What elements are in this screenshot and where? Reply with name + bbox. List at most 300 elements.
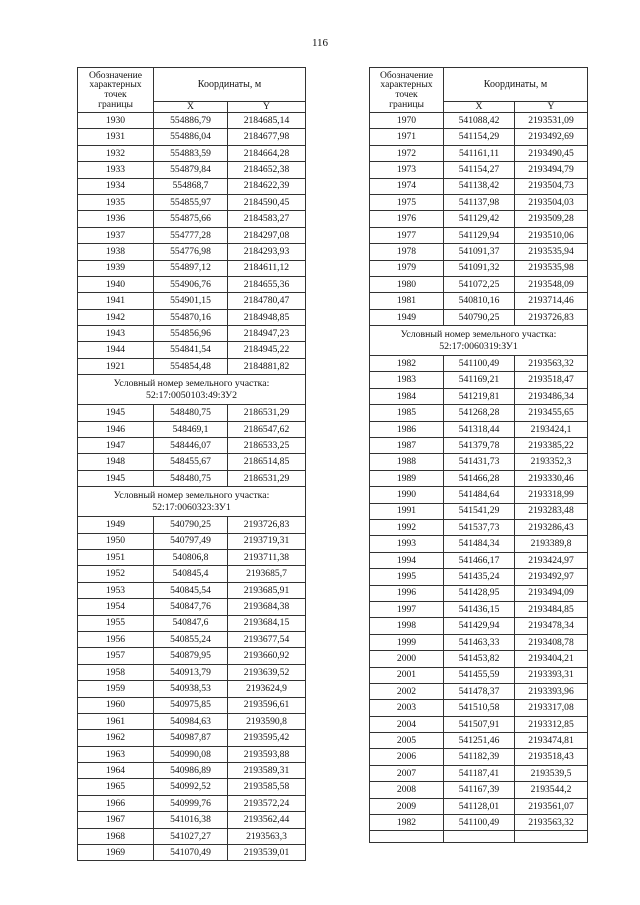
point-number-cell: 1933 — [78, 162, 154, 178]
x-coordinate-cell: 541167,39 — [444, 782, 515, 798]
point-number-cell: 1995 — [370, 569, 444, 585]
x-coordinate-cell: 541318,44 — [444, 421, 515, 437]
point-number-cell: 1947 — [78, 438, 154, 454]
point-number-cell: 1964 — [78, 763, 154, 779]
coordinates-table-right — [369, 67, 588, 843]
table-row — [370, 733, 588, 749]
parcel-label-line: Условный номер земельного участка: — [400, 328, 557, 340]
x-coordinate-cell: 540855,24 — [154, 631, 228, 647]
x-coordinate-cell: 541484,34 — [444, 536, 515, 552]
x-coordinate-cell: 541436,15 — [444, 601, 515, 617]
y-coordinate-cell: 2193684,38 — [228, 599, 306, 615]
table-row — [78, 517, 306, 533]
table-row — [78, 779, 306, 795]
x-coordinate-cell: 541435,24 — [444, 569, 515, 585]
point-number-cell: 1952 — [78, 566, 154, 582]
x-coordinate-cell: 554875,66 — [154, 211, 228, 227]
y-coordinate-cell: 2193544,2 — [515, 782, 588, 798]
point-number-cell: 2002 — [370, 683, 444, 699]
y-coordinate-cell: 2184590,45 — [228, 194, 306, 210]
point-number-cell: 1949 — [370, 309, 444, 325]
table-row — [370, 651, 588, 667]
point-number-cell: 2003 — [370, 700, 444, 716]
y-coordinate-cell: 2193312,85 — [515, 716, 588, 732]
y-coordinate-cell: 2193385,22 — [515, 438, 588, 454]
y-coordinate-cell: 2193494,79 — [515, 162, 588, 178]
point-number-cell: 1948 — [78, 454, 154, 470]
x-coordinate-cell: 541138,42 — [444, 178, 515, 194]
parcel-label-line: Условный номер земельного участка: — [113, 377, 270, 389]
y-column-header: Y — [515, 102, 588, 113]
x-coordinate-cell: 548455,67 — [154, 454, 228, 470]
x-coordinate-cell: 540810,16 — [444, 293, 515, 309]
point-number-cell: 1945 — [78, 405, 154, 421]
x-coordinate-cell: 541431,73 — [444, 454, 515, 470]
point-number-cell: 1935 — [78, 194, 154, 210]
coordinates-table-left — [77, 67, 306, 861]
x-coordinate-cell: 540847,76 — [154, 599, 228, 615]
point-number-cell: 1945 — [78, 470, 154, 486]
point-number-cell: 2007 — [370, 765, 444, 781]
point-number-cell: 1982 — [370, 815, 444, 831]
point-number-cell: 1961 — [78, 713, 154, 729]
y-coordinate-cell: 2193393,31 — [515, 667, 588, 683]
point-number-cell: 2005 — [370, 733, 444, 749]
y-coordinate-cell: 2193286,43 — [515, 519, 588, 535]
x-coordinate-cell: 541088,42 — [444, 113, 515, 129]
point-number-cell: 1999 — [370, 634, 444, 650]
y-coordinate-cell: 2193317,08 — [515, 700, 588, 716]
x-coordinate-cell: 554856,96 — [154, 326, 228, 342]
y-coordinate-cell: 2193389,8 — [515, 536, 588, 552]
y-coordinate-cell: 2193494,09 — [515, 585, 588, 601]
point-number-cell: 1942 — [78, 309, 154, 325]
x-coordinate-cell: 541091,37 — [444, 244, 515, 260]
point-number-cell: 1994 — [370, 552, 444, 568]
y-coordinate-cell: 2184947,23 — [228, 326, 306, 342]
table-row — [370, 309, 588, 325]
point-number-cell: 1974 — [370, 178, 444, 194]
table-row — [78, 454, 306, 470]
point-number-cell: 1941 — [78, 293, 154, 309]
x-coordinate-cell: 541137,98 — [444, 194, 515, 210]
point-header-line: характерных — [380, 79, 433, 91]
table-row — [78, 438, 306, 454]
table-row — [370, 438, 588, 454]
point-number-cell: 1932 — [78, 145, 154, 161]
point-number-cell: 1977 — [370, 227, 444, 243]
x-column-header: X — [154, 102, 228, 113]
table-row — [78, 293, 306, 309]
y-coordinate-cell: 2193572,24 — [228, 795, 306, 811]
point-number-cell: 1997 — [370, 601, 444, 617]
y-coordinate-cell: 2193593,88 — [228, 746, 306, 762]
empty-cell — [444, 831, 515, 843]
table-row — [370, 421, 588, 437]
point-number-cell: 1998 — [370, 618, 444, 634]
y-coordinate-cell: 2186533,25 — [228, 438, 306, 454]
x-coordinate-cell: 541510,58 — [444, 700, 515, 716]
point-number-cell: 1959 — [78, 681, 154, 697]
x-coordinate-cell: 541537,73 — [444, 519, 515, 535]
x-coordinate-cell: 540992,52 — [154, 779, 228, 795]
x-column-header: X — [444, 102, 515, 113]
x-coordinate-cell: 541129,42 — [444, 211, 515, 227]
x-coordinate-cell: 540847,6 — [154, 615, 228, 631]
x-coordinate-cell: 540938,53 — [154, 681, 228, 697]
y-coordinate-cell: 2184293,93 — [228, 244, 306, 260]
table-row — [370, 454, 588, 470]
table-row — [78, 599, 306, 615]
x-coordinate-cell: 541484,64 — [444, 487, 515, 503]
parcel-label-line: 52:17:0060323:ЗУ1 — [152, 501, 231, 513]
point-number-cell: 1944 — [78, 342, 154, 358]
y-coordinate-cell: 2193478,34 — [515, 618, 588, 634]
table-row — [78, 615, 306, 631]
x-coordinate-cell: 540986,89 — [154, 763, 228, 779]
y-coordinate-cell: 2193596,61 — [228, 697, 306, 713]
table-row — [370, 634, 588, 650]
y-coordinate-cell: 2193352,3 — [515, 454, 588, 470]
point-number-cell: 1960 — [78, 697, 154, 713]
x-coordinate-cell: 554854,48 — [154, 358, 228, 374]
point-number-cell: 1938 — [78, 244, 154, 260]
point-number-cell: 1956 — [78, 631, 154, 647]
x-coordinate-cell: 541016,38 — [154, 812, 228, 828]
x-coordinate-cell: 541100,49 — [444, 815, 515, 831]
y-coordinate-cell: 2184655,36 — [228, 276, 306, 292]
y-coordinate-cell: 2193639,52 — [228, 664, 306, 680]
point-number-cell: 1993 — [370, 536, 444, 552]
point-number-cell: 1930 — [78, 113, 154, 129]
point-number-cell: 1980 — [370, 276, 444, 292]
table-row — [370, 260, 588, 276]
x-coordinate-cell: 548480,75 — [154, 470, 228, 486]
point-number-cell: 1943 — [78, 326, 154, 342]
table-row — [370, 244, 588, 260]
x-coordinate-cell: 540790,25 — [154, 517, 228, 533]
point-number-cell: 2001 — [370, 667, 444, 683]
table-row — [370, 388, 588, 404]
x-coordinate-cell: 554841,54 — [154, 342, 228, 358]
table-row — [370, 503, 588, 519]
point-header-line: точек — [104, 89, 127, 100]
y-coordinate-cell: 2184677,98 — [228, 129, 306, 145]
point-header-line: Обозначение — [88, 69, 142, 81]
point-number-cell: 1981 — [370, 293, 444, 309]
y-coordinate-cell: 2193330,46 — [515, 470, 588, 486]
y-coordinate-cell: 2193518,47 — [515, 372, 588, 388]
point-number-cell: 1934 — [78, 178, 154, 194]
point-column-header — [78, 68, 154, 113]
table-row — [370, 293, 588, 309]
parcel-section-row — [78, 375, 306, 405]
point-number-cell: 2000 — [370, 651, 444, 667]
table-row — [78, 746, 306, 762]
table-row — [370, 683, 588, 699]
y-coordinate-cell: 2186531,29 — [228, 405, 306, 421]
x-coordinate-cell: 541428,95 — [444, 585, 515, 601]
table-row — [78, 845, 306, 861]
point-number-cell: 1937 — [78, 227, 154, 243]
y-column-header: Y — [228, 102, 306, 113]
y-coordinate-cell: 2186547,62 — [228, 421, 306, 437]
point-number-cell: 2009 — [370, 798, 444, 814]
point-number-cell: 1946 — [78, 421, 154, 437]
point-number-cell: 1940 — [78, 276, 154, 292]
parcel-number-label — [78, 375, 306, 405]
x-coordinate-cell: 540975,85 — [154, 697, 228, 713]
y-coordinate-cell: 2193424,97 — [515, 552, 588, 568]
table-row — [370, 749, 588, 765]
empty-row — [370, 831, 588, 843]
empty-cell — [370, 831, 444, 843]
y-coordinate-cell: 2193404,21 — [515, 651, 588, 667]
x-coordinate-cell: 541219,81 — [444, 388, 515, 404]
point-number-cell: 1957 — [78, 648, 154, 664]
point-number-cell: 1972 — [370, 145, 444, 161]
x-coordinate-cell: 541100,49 — [444, 356, 515, 372]
y-coordinate-cell: 2193535,94 — [515, 244, 588, 260]
x-coordinate-cell: 540790,25 — [444, 309, 515, 325]
table-row — [370, 113, 588, 129]
x-coordinate-cell: 541463,33 — [444, 634, 515, 650]
y-coordinate-cell: 2193484,85 — [515, 601, 588, 617]
y-coordinate-cell: 2184583,27 — [228, 211, 306, 227]
y-coordinate-cell: 2184948,85 — [228, 309, 306, 325]
table-row — [370, 667, 588, 683]
table-row — [370, 618, 588, 634]
table-row — [370, 601, 588, 617]
point-number-cell: 2006 — [370, 749, 444, 765]
x-coordinate-cell: 541027,27 — [154, 828, 228, 844]
y-coordinate-cell: 2193509,28 — [515, 211, 588, 227]
table-row — [370, 194, 588, 210]
table-row — [78, 326, 306, 342]
point-number-cell: 1990 — [370, 487, 444, 503]
table-row — [78, 162, 306, 178]
point-header-line: Обозначение — [379, 69, 433, 81]
point-column-header — [370, 68, 444, 113]
point-number-cell: 1968 — [78, 828, 154, 844]
y-coordinate-cell: 2184664,28 — [228, 145, 306, 161]
table-row — [78, 342, 306, 358]
point-number-cell: 1963 — [78, 746, 154, 762]
x-coordinate-cell: 540845,4 — [154, 566, 228, 582]
x-coordinate-cell: 554906,76 — [154, 276, 228, 292]
table-row — [78, 194, 306, 210]
table-row — [78, 582, 306, 598]
y-coordinate-cell: 2193548,09 — [515, 276, 588, 292]
x-coordinate-cell: 541466,28 — [444, 470, 515, 486]
point-number-cell: 1988 — [370, 454, 444, 470]
point-number-cell: 1962 — [78, 730, 154, 746]
y-coordinate-cell: 2193486,34 — [515, 388, 588, 404]
point-number-cell: 1966 — [78, 795, 154, 811]
table-row — [78, 664, 306, 680]
point-number-cell: 1985 — [370, 405, 444, 421]
x-coordinate-cell: 554886,04 — [154, 129, 228, 145]
table-row — [370, 765, 588, 781]
x-coordinate-cell: 554886,79 — [154, 113, 228, 129]
header-row — [78, 68, 306, 102]
page-number: 116 — [311, 37, 329, 49]
table-row — [370, 227, 588, 243]
x-coordinate-cell: 540990,08 — [154, 746, 228, 762]
table-row — [78, 129, 306, 145]
x-coordinate-cell: 540797,49 — [154, 533, 228, 549]
y-coordinate-cell: 2184685,14 — [228, 113, 306, 129]
table-row — [78, 828, 306, 844]
table-row — [78, 244, 306, 260]
point-header-line: точек — [395, 89, 418, 100]
x-coordinate-cell: 541466,17 — [444, 552, 515, 568]
y-coordinate-cell: 2193589,31 — [228, 763, 306, 779]
y-coordinate-cell: 2193492,69 — [515, 129, 588, 145]
table-row — [370, 372, 588, 388]
point-header-line: границы — [98, 98, 133, 110]
y-coordinate-cell: 2193424,1 — [515, 421, 588, 437]
table-row — [370, 356, 588, 372]
x-coordinate-cell: 540913,79 — [154, 664, 228, 680]
table-row — [78, 763, 306, 779]
y-coordinate-cell: 2184622,39 — [228, 178, 306, 194]
y-coordinate-cell: 2193563,3 — [228, 828, 306, 844]
x-coordinate-cell: 540987,87 — [154, 730, 228, 746]
x-coordinate-cell: 541128,01 — [444, 798, 515, 814]
point-number-cell: 1953 — [78, 582, 154, 598]
y-coordinate-cell: 2186514,85 — [228, 454, 306, 470]
table-row — [370, 782, 588, 798]
y-coordinate-cell: 2193660,92 — [228, 648, 306, 664]
point-number-cell: 1931 — [78, 129, 154, 145]
x-coordinate-cell: 541129,94 — [444, 227, 515, 243]
point-number-cell: 2008 — [370, 782, 444, 798]
x-coordinate-cell: 541154,29 — [444, 129, 515, 145]
table-row — [78, 227, 306, 243]
y-coordinate-cell: 2193726,83 — [515, 309, 588, 325]
coordinates-header: Координаты, м — [154, 68, 306, 102]
y-coordinate-cell: 2193539,01 — [228, 845, 306, 861]
table-row — [78, 470, 306, 486]
x-coordinate-cell: 541541,29 — [444, 503, 515, 519]
point-number-cell: 1987 — [370, 438, 444, 454]
point-header-line: границы — [389, 98, 424, 110]
y-coordinate-cell: 2193562,44 — [228, 812, 306, 828]
parcel-number-label — [370, 326, 588, 356]
table-row — [370, 569, 588, 585]
x-coordinate-cell: 541507,91 — [444, 716, 515, 732]
y-coordinate-cell: 2193561,07 — [515, 798, 588, 814]
x-coordinate-cell: 541429,94 — [444, 618, 515, 634]
y-coordinate-cell: 2193455,65 — [515, 405, 588, 421]
point-number-cell: 1979 — [370, 260, 444, 276]
x-coordinate-cell: 540845,54 — [154, 582, 228, 598]
table-row — [78, 549, 306, 565]
point-number-cell: 1949 — [78, 517, 154, 533]
x-coordinate-cell: 554879,84 — [154, 162, 228, 178]
table-row — [370, 716, 588, 732]
table-row — [78, 631, 306, 647]
x-coordinate-cell: 554868,7 — [154, 178, 228, 194]
y-coordinate-cell: 2193318,99 — [515, 487, 588, 503]
table-row — [78, 211, 306, 227]
table-row — [370, 536, 588, 552]
parcel-section-row — [78, 487, 306, 517]
table-row — [370, 470, 588, 486]
point-number-cell: 1996 — [370, 585, 444, 601]
x-coordinate-cell: 541478,37 — [444, 683, 515, 699]
point-number-cell: 1971 — [370, 129, 444, 145]
point-number-cell: 1976 — [370, 211, 444, 227]
x-coordinate-cell: 541187,41 — [444, 765, 515, 781]
x-coordinate-cell: 540806,8 — [154, 549, 228, 565]
point-number-cell: 1982 — [370, 356, 444, 372]
y-coordinate-cell: 2193726,83 — [228, 517, 306, 533]
table-row — [370, 585, 588, 601]
y-coordinate-cell: 2193595,42 — [228, 730, 306, 746]
y-coordinate-cell: 2193504,73 — [515, 178, 588, 194]
y-coordinate-cell: 2193393,96 — [515, 683, 588, 699]
x-coordinate-cell: 540984,63 — [154, 713, 228, 729]
y-coordinate-cell: 2193624,9 — [228, 681, 306, 697]
x-coordinate-cell: 541072,25 — [444, 276, 515, 292]
y-coordinate-cell: 2193490,45 — [515, 145, 588, 161]
table-row — [370, 162, 588, 178]
table-row — [78, 730, 306, 746]
point-number-cell: 1921 — [78, 358, 154, 374]
point-header-line: характерных — [89, 79, 142, 91]
point-number-cell: 1991 — [370, 503, 444, 519]
y-coordinate-cell: 2193563,32 — [515, 815, 588, 831]
point-number-cell: 1967 — [78, 812, 154, 828]
table-row — [370, 276, 588, 292]
parcel-label-line: Условный номер земельного участка: — [113, 489, 270, 501]
point-number-cell: 1978 — [370, 244, 444, 260]
table-row — [78, 795, 306, 811]
table-row — [370, 487, 588, 503]
y-coordinate-cell: 2193492,97 — [515, 569, 588, 585]
table-row — [370, 211, 588, 227]
y-coordinate-cell: 2184881,82 — [228, 358, 306, 374]
table-row — [78, 648, 306, 664]
y-coordinate-cell: 2193719,31 — [228, 533, 306, 549]
x-coordinate-cell: 554776,98 — [154, 244, 228, 260]
table-row — [370, 519, 588, 535]
table-row — [78, 276, 306, 292]
y-coordinate-cell: 2193711,38 — [228, 549, 306, 565]
point-number-cell: 1986 — [370, 421, 444, 437]
table-row — [78, 405, 306, 421]
x-coordinate-cell: 541091,32 — [444, 260, 515, 276]
point-number-cell: 1965 — [78, 779, 154, 795]
y-coordinate-cell: 2184652,38 — [228, 162, 306, 178]
empty-cell — [515, 831, 588, 843]
point-number-cell: 1954 — [78, 599, 154, 615]
x-coordinate-cell: 554897,12 — [154, 260, 228, 276]
point-number-cell: 1984 — [370, 388, 444, 404]
table-row — [78, 113, 306, 129]
parcel-section-row — [370, 326, 588, 356]
x-coordinate-cell: 541251,46 — [444, 733, 515, 749]
x-coordinate-cell: 540879,95 — [154, 648, 228, 664]
x-coordinate-cell: 548446,07 — [154, 438, 228, 454]
y-coordinate-cell: 2193714,46 — [515, 293, 588, 309]
table-row — [78, 178, 306, 194]
x-coordinate-cell: 541169,21 — [444, 372, 515, 388]
coordinates-header: Координаты, м — [444, 68, 588, 102]
table-row — [78, 812, 306, 828]
